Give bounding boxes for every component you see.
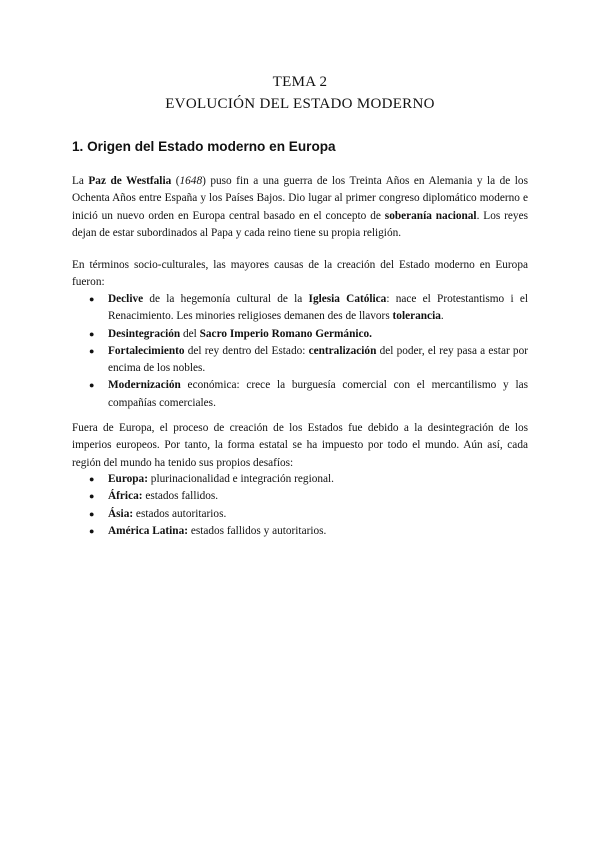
bullet-icon: ● [89, 345, 95, 356]
document-title-line1: TEMA 2 [272, 74, 328, 90]
regions-list [72, 471, 528, 540]
paragraph-causes-intro: En términos socio-culturales, las mayores causas de la creación del Estado moderno en Europa fueron: [72, 259, 528, 289]
bullet-icon: ● [89, 380, 95, 391]
bullet-icon: ● [89, 508, 95, 519]
paragraph-outside-europe: Fuera de Europa, el proceso de creación de los Estados fue debido a la desintegración de los imperios europeos. Por tanto, la forma estatal se ha impuesto por todo el mundo. Aún así, cada región del mundo ha tenido sus propios desafíos: [72, 422, 528, 469]
causes-list [72, 291, 528, 412]
bullet-icon: ● [89, 294, 95, 304]
list-item: ● África: estados fallidos. [72, 488, 528, 505]
list-item: ● Ásia: estados autoritarios. [72, 506, 528, 523]
paragraph-westfalia: La Paz de Westfalia (1648) puso fin a una guerra de los Treinta Años en Alemania y la de los Ochenta Años entre España y los Países Bajos. Dio lugar al primer congreso diplomático moderno e inició un nuevo orden en Europa central basado en el concepto de soberanía nacional. Los reyes dejan de estar subordinados al Papa y cada reino tiene su propia religión. [72, 175, 528, 239]
list-item: ● Fortalecimiento del rey dentro del Estado: centralización del poder, el rey pasa a estar por encima de los nobles. [89, 344, 528, 375]
section-heading: 1. Origen del Estado moderno en Europa [72, 139, 336, 154]
list-item: ● Europa: plurinacionalidad e integración regional. [72, 471, 528, 488]
list-item: ● Declive de la hegemonía cultural de la Iglesia Católica: nace el Protestantismo i el Renacimiento. Les minories religioses demanen des de llavors tolerancia. [89, 293, 528, 323]
list-item: ● Modernización económica: crece la burguesía comercial con el mercantilismo y las compañías comerciales. [89, 379, 528, 409]
document-title-line2: EVOLUCIÓN DEL ESTADO MODERNO [165, 96, 435, 112]
bullet-icon: ● [89, 525, 95, 536]
list-item: ● Desintegración del Sacro Imperio Romano Germánico. [72, 326, 528, 343]
list-item: ● América Latina: estados fallidos y autoritarios. [72, 523, 528, 540]
term-paz-de-westfalia: Paz de Westfalia [88, 175, 172, 187]
bullet-icon: ● [89, 328, 95, 339]
term-soberania-nacional: soberanía nacional [384, 209, 477, 222]
date-1648: 1648 [179, 175, 203, 187]
bullet-icon: ● [89, 474, 95, 484]
bullet-icon: ● [89, 491, 95, 502]
